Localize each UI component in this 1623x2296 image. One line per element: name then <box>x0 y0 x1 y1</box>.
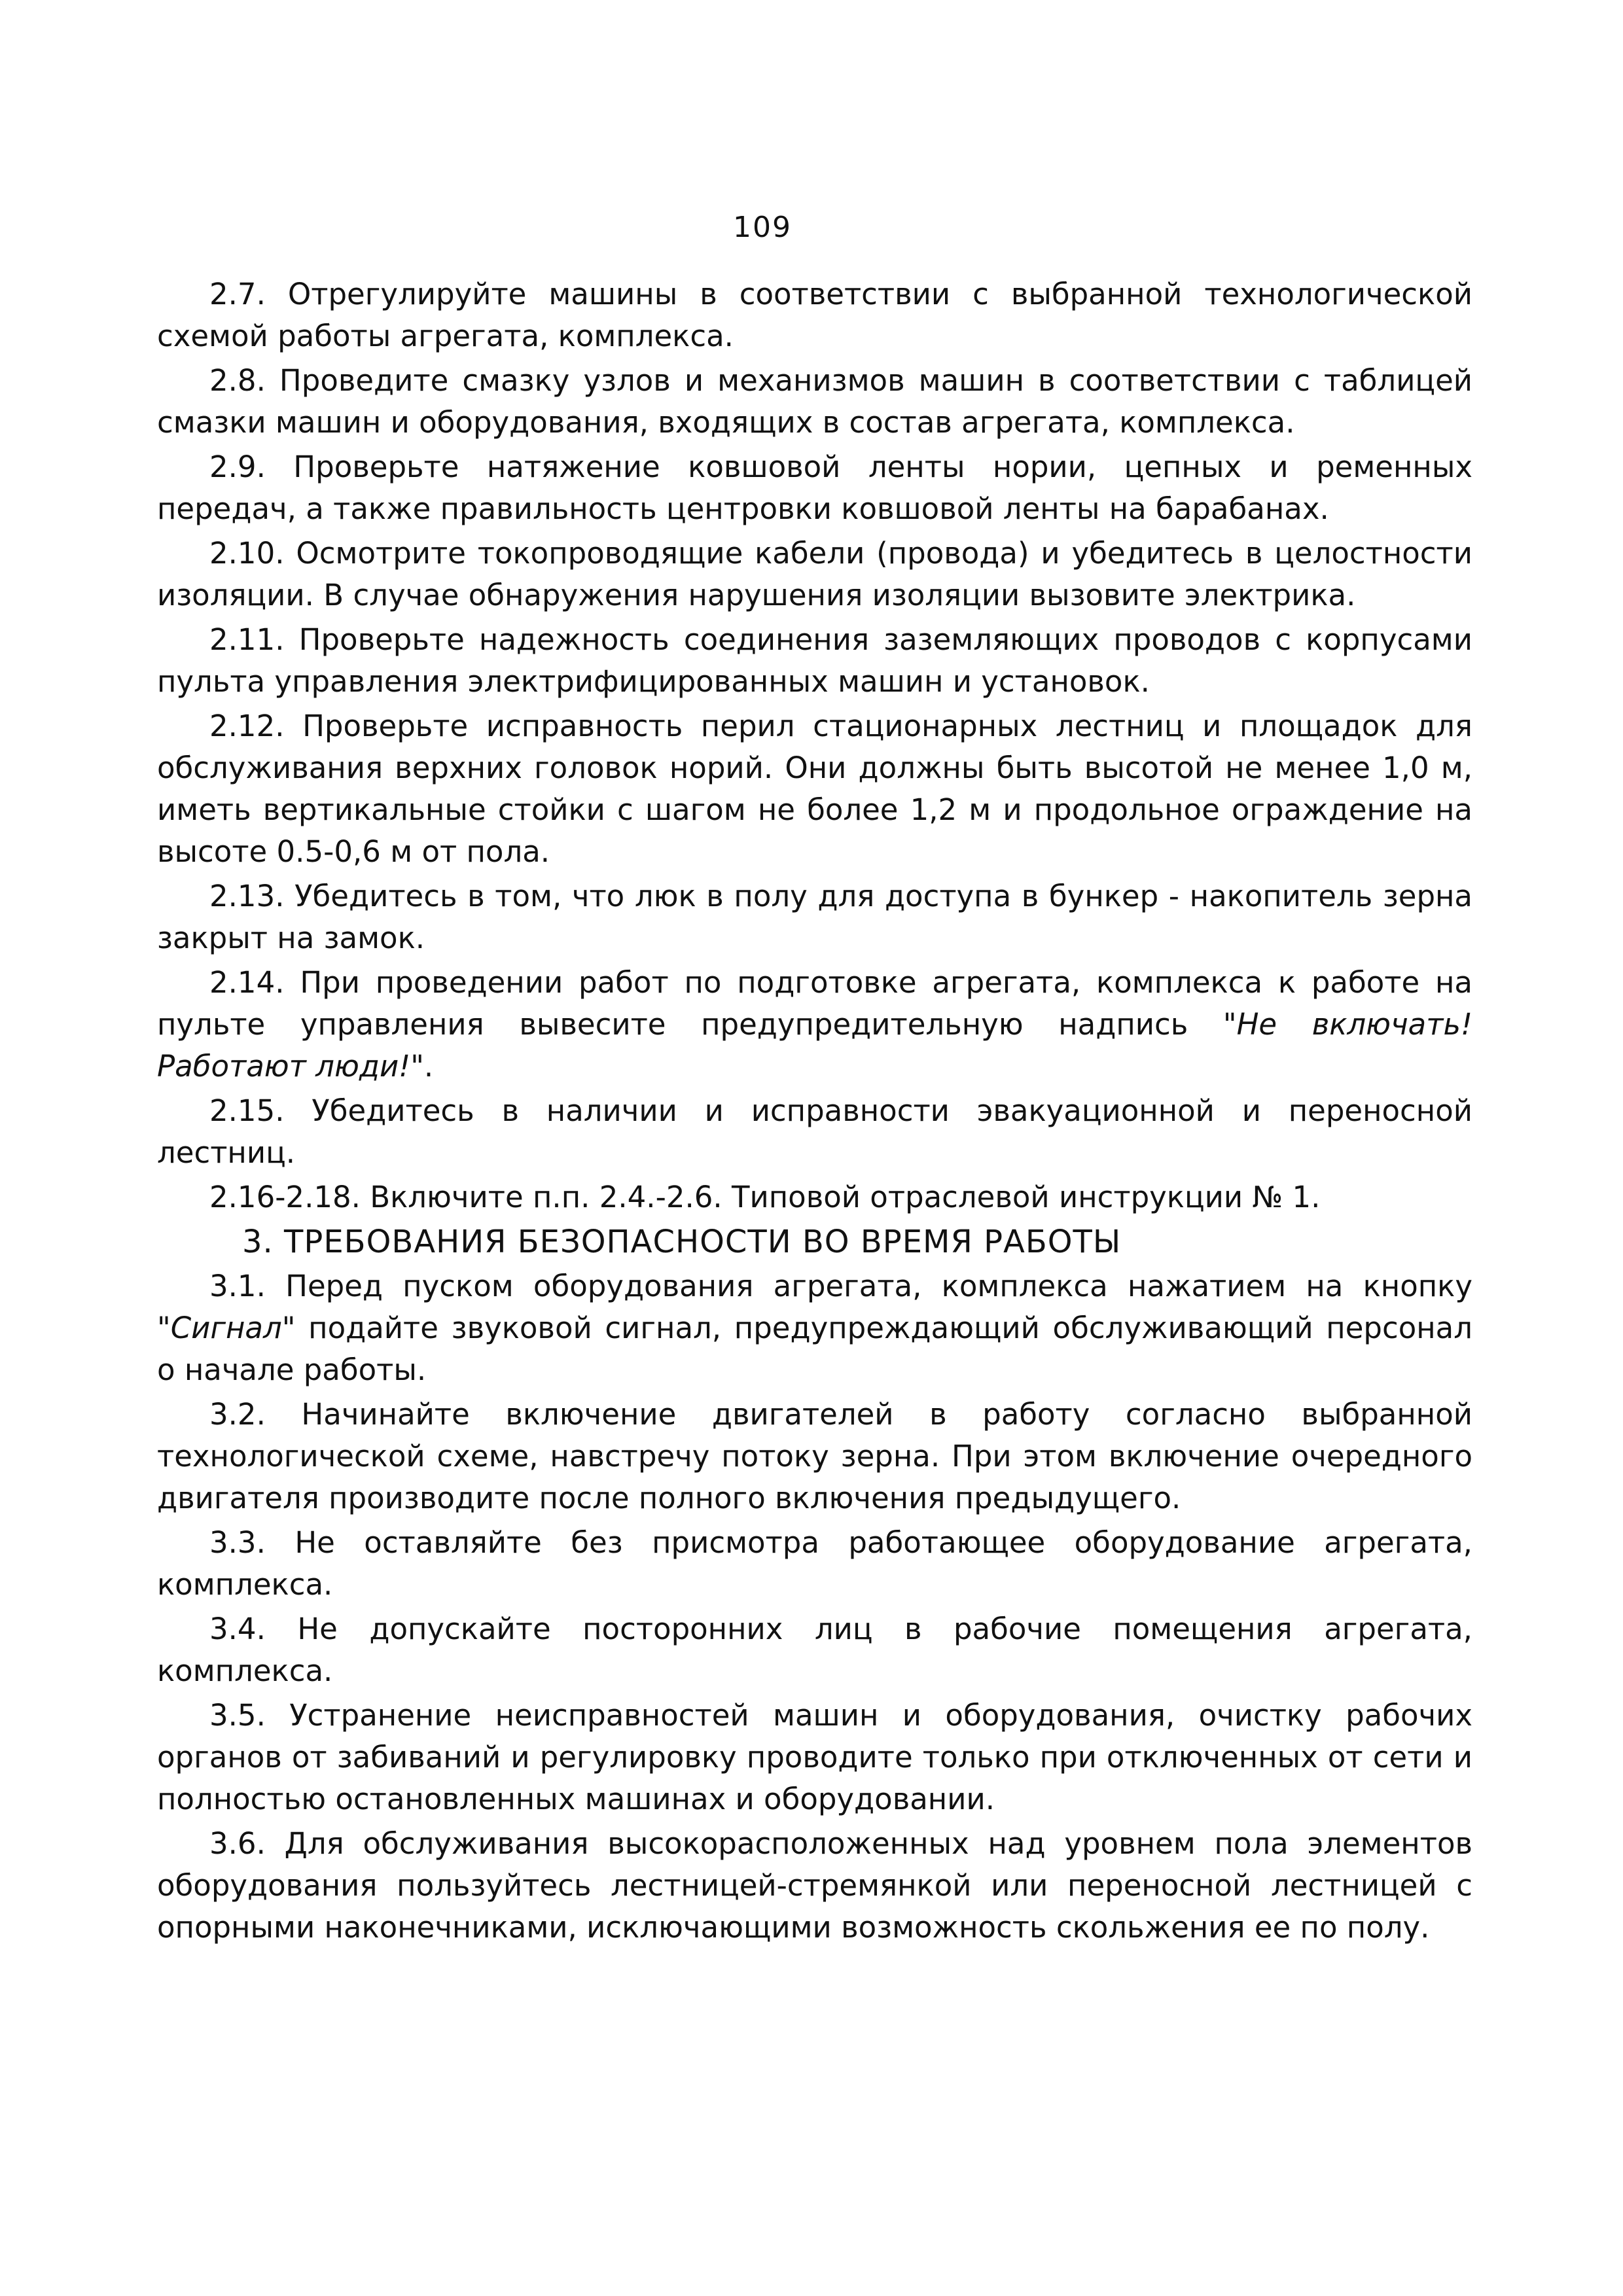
paragraph-2-10: 2.10. Осмотрите токопроводящие кабели (провода) и убедитесь в целостности изоляции. В случае обнаружения нарушения изоляции вызовите электрика. <box>157 536 1472 612</box>
paragraph-2-9: 2.9. Проверьте натяжение ковшовой ленты нории, цепных и ременных передач, а также правильность центровки ковшовой ленты на барабанах. <box>157 450 1472 526</box>
section-heading: 3. ТРЕБОВАНИЯ БЕЗОПАСНОСТИ ВО ВРЕМЯ РАБОТЫ <box>242 1224 1122 1260</box>
paragraph-2-14-text: 2.14. При проведении работ по подготовке агрегата, комплекса к работе на пульте управления вывесите предупредительную надпись " <box>157 965 1472 1042</box>
paragraph-2-11: 2.11. Проверьте надежность соединения заземляющих проводов с корпусами пульта управления электрифицированных машин и установок. <box>157 622 1472 699</box>
paragraph-2-16: 2.16-2.18. Включите п.п. 2.4.-2.6. Типовой отраслевой инструкции № 1. <box>209 1180 1321 1214</box>
signal-button-name: Сигнал <box>170 1311 282 1345</box>
paragraph-3-3: 3.3. Не оставляйте без присмотра работающее оборудование агрегата, комплекса. <box>157 1525 1472 1602</box>
paragraph-2-13: 2.13. Убедитесь в том, что люк в полу для доступа в бункер - накопитель зерна закрыт на замок. <box>157 879 1472 955</box>
paragraph-2-14-end: ". <box>410 1049 434 1084</box>
paragraph-3-4: 3.4. Не допускайте посторонних лиц в рабочие помещения агрегата, комплекса. <box>157 1612 1472 1688</box>
paragraph-3-1-end: " подайте звуковой сигнал, предупреждающий обслуживающий персонал о начале работы. <box>157 1311 1472 1387</box>
paragraph-2-14 <box>157 962 1472 1087</box>
paragraph-3-6: 3.6. Для обслуживания высокорасположенных над уровнем пола элементов оборудования пользуйтесь лестницей-стремянкой или переносной лестницей с опорными наконечниками, исключающими возможность скольжения ее по полу. <box>157 1826 1472 1945</box>
page-number: 109 <box>733 211 792 244</box>
warning-sign-text: Не включать! Работают люди! <box>157 1007 1472 1084</box>
paragraph-3-1 <box>157 1265 1472 1391</box>
paragraph-3-2: 3.2. Начинайте включение двигателей в работу согласно выбранной технологической схеме, навстречу потоку зерна. При этом включение очередного двигателя производите после полного включения предыдущего. <box>157 1397 1472 1515</box>
paragraph-3-1-text: 3.1. Перед пуском оборудования агрегата, комплекса нажатием на кнопку " <box>157 1269 1472 1345</box>
paragraph-3-5: 3.5. Устранение неисправностей машин и оборудования, очистку рабочих органов от забиваний и регулировку проводите только при отключенных от сети и полностью остановленных машинах и оборудовании. <box>157 1698 1472 1816</box>
body-text <box>157 274 1472 1951</box>
paragraph-2-15: 2.15. Убедитесь в наличии и исправности эвакуационной и переносной лестниц. <box>157 1093 1472 1170</box>
paragraph-2-7: 2.7. Отрегулируйте машины в соответствии с выбранной технологической схемой работы агрегата, комплекса. <box>157 277 1472 353</box>
paragraph-2-8: 2.8. Проведите смазку узлов и механизмов машин в соответствии с таблицей смазки машин и оборудования, входящих в состав агрегата, комплекса. <box>157 363 1472 440</box>
paragraph-2-12: 2.12. Проверьте исправность перил стационарных лестниц и площадок для обслуживания верхних головок норий. Они должны быть высотой не менее 1,0 м, иметь вертикальные стойки с шагом не более 1,2 м и продольное ограждение на высоте 0.5-0,6 м от пола. <box>157 709 1472 869</box>
